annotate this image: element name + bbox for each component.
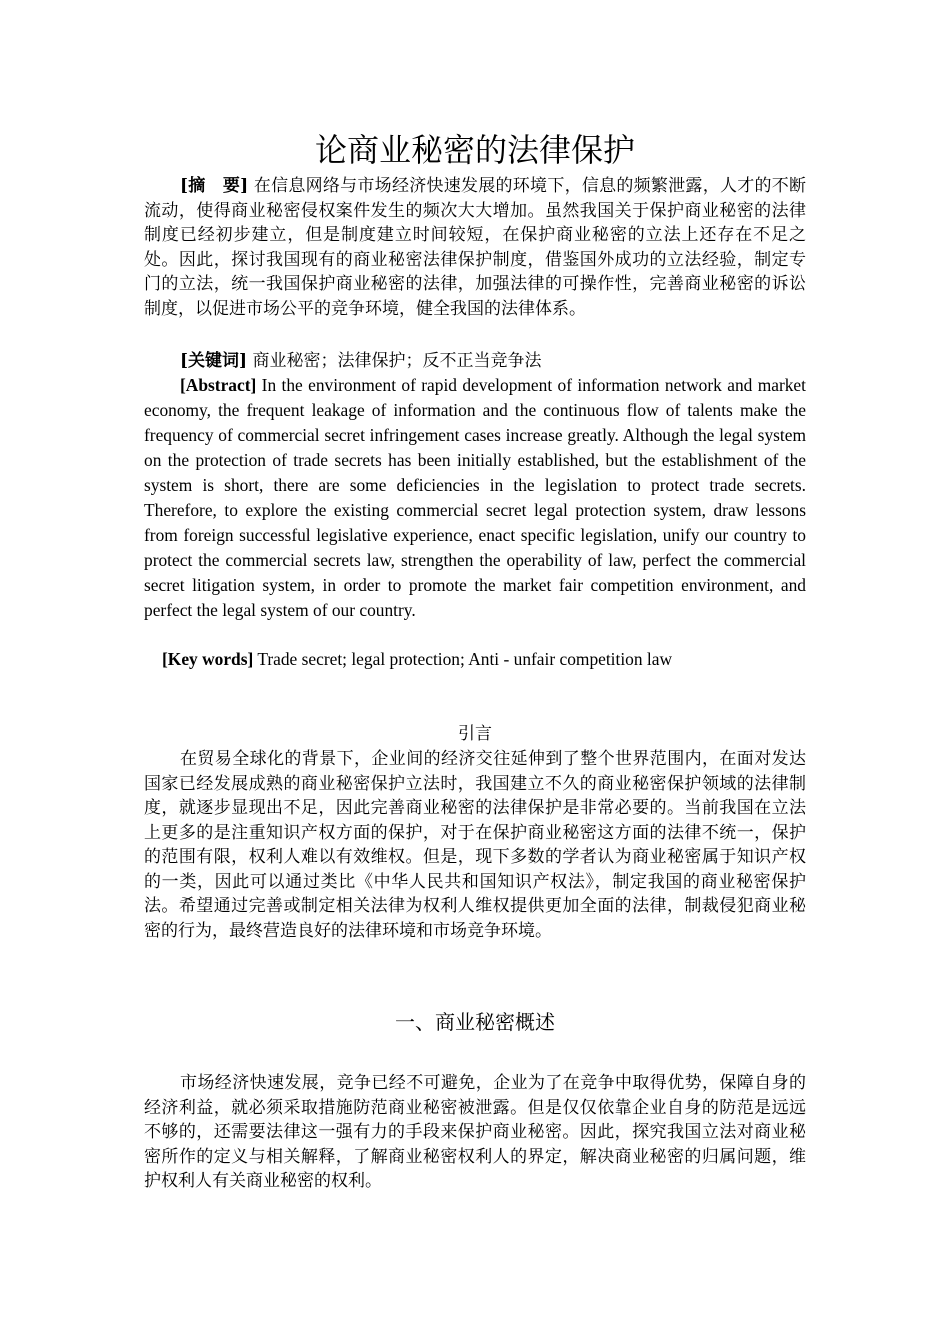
section1 (144, 1071, 806, 1194)
keywords-cn-label: [关键词] (180, 351, 248, 371)
keywords-en-text: Trade secret; legal protection; Anti - unfair competition law (257, 649, 673, 669)
intro-section (144, 747, 806, 943)
abstract-en (144, 373, 806, 623)
document-page (144, 0, 806, 1344)
keywords-en-label: [Key words] (162, 649, 254, 669)
keywords-cn (144, 349, 806, 374)
intro-heading: 引言 (458, 724, 492, 744)
abstract-en-label: [Abstract] (180, 375, 257, 395)
paper-title: 论商业秘密的法律保护 (314, 131, 635, 169)
abstract-en-paragraph (144, 373, 806, 623)
keywords-en (144, 647, 806, 672)
keywords-cn-text: 商业秘密；法律保护；反不正当竞争法 (252, 351, 542, 371)
abstract-cn-label: [摘 要] (180, 176, 249, 196)
abstract-cn-paragraph (144, 174, 806, 321)
abstract-cn-text: 在信息网络与市场经济快速发展的环境下，信息的频繁泄露，人才的不断流动，使得商业秘密侵权案件发生的频次大大增加。虽然我国关于保护商业秘密的法律制度已经初步建立，但是制度建立时间较短，在保护商业秘密的立法上还存在不足之处。因此，探讨我国现有的商业秘密法律保护制度，借鉴国外成功的立法经验，制定专门的立法，统一我国保护商业秘密的法律，加强法律的可操作性，完善商业秘密的诉讼制度，以促进市场公平的竞争环境，健全我国的法律体系。 (144, 176, 807, 319)
intro-paragraph: 在贸易全球化的背景下，企业间的经济交往延伸到了整个世界范围内，在面对发达国家已经发展成熟的商业秘密保护立法时，我国建立不久的商业秘密保护领域的法律制度，就逐步显现出不足，因此完善商业秘密的法律保护是非常必要的。当前我国在立法上更多的是注重知识产权方面的保护，对于在保护商业秘密这方面的法律不统一，保护的范围有限，权利人难以有效维权。但是，现下多数的学者认为商业秘密属于知识产权的一类，因此可以通过类比《中华人民共和国知识产权法》，制定我国的商业秘密保护法。希望通过完善或制定相关法律为权利人维权提供更加全面的法律，制裁侵犯商业秘密的行为，最终营造良好的法律环境和市场竞争环境。 (144, 749, 806, 941)
section1-paragraph: 市场经济快速发展，竞争已经不可避免，企业为了在竞争中取得优势，保障自身的经济利益，就必须采取措施防范商业秘密被泄露。但是仅仅依靠企业自身的防范是远远不够的，还需要法律这一强有力的手段来保护商业秘密。因此，探究我国立法对商业秘密所作的定义与相关解释，了解商业秘密权利人的界定，解决商业秘密的归属问题，维护权利人有关商业秘密的权利。 (144, 1073, 806, 1191)
section1-heading: 一、商业秘密概述 (395, 1010, 555, 1034)
abstract-cn (144, 174, 806, 321)
keywords-en-paragraph (144, 647, 806, 672)
abstract-en-text: In the environment of rapid development of information network and market economy, the frequent leakage of information and the continuous flow of talents make the frequency of commercial secret infringement cases increase greatly. Although the legal system on the protection of trade secrets has been initially established, but the establishment of the system is short, there are some deficiencies in the legislation to protect trade secrets. Therefore, to explore the existing commercial secret legal protection system, draw lessons from foreign successful legislative experience, enact specific legislation, unify our country to protect the commercial secrets law, strengthen the operability of law, perfect the commercial secret litigation system, in order to promote the market fair competition environment, and perfect the legal system of our country. (144, 375, 806, 620)
keywords-cn-paragraph (144, 349, 806, 374)
